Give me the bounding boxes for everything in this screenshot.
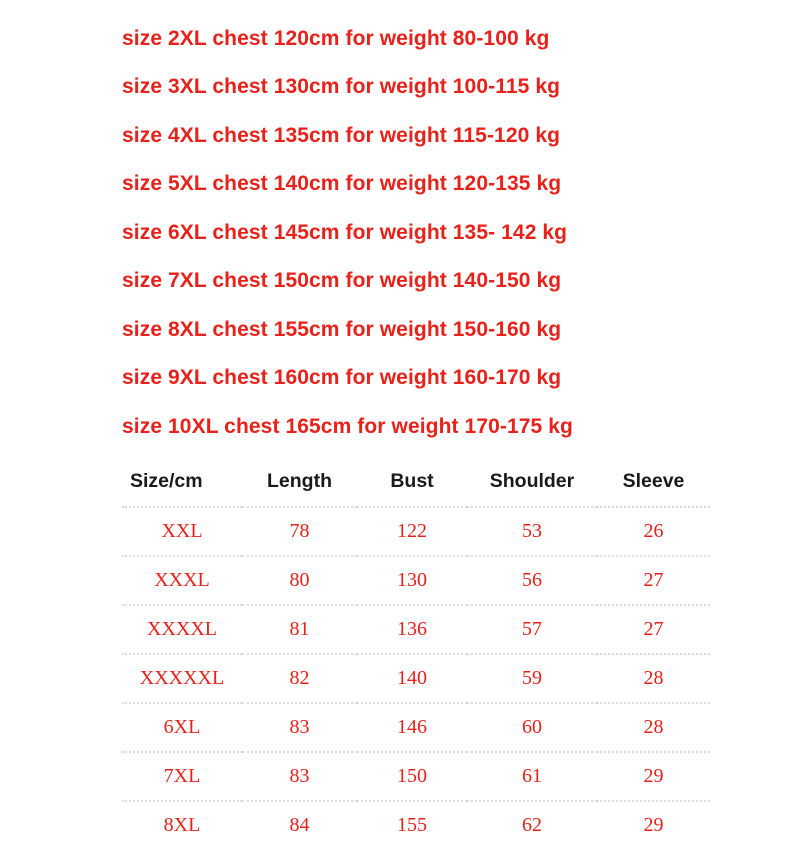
table-row [122, 654, 710, 703]
size-description-line: size 3XL chest 130cm for weight 100-115 kg [122, 75, 561, 99]
table-cell-size: XXXXL [122, 605, 242, 654]
size-description-line: size 2XL chest 120cm for weight 80-100 kg [122, 26, 550, 50]
table-cell-bust: 150 [357, 752, 467, 801]
table-cell-sleeve: 28 [597, 654, 710, 703]
table-cell-length: 81 [242, 605, 357, 654]
size-description-line: size 7XL chest 150cm for weight 140-150 kg [122, 269, 562, 293]
table-cell-size: XXXXXL [122, 654, 242, 703]
table-cell-length: 80 [242, 556, 357, 605]
table-header-cell: Length [242, 457, 357, 507]
table-cell-length: 84 [289, 813, 310, 836]
table-header-cell: Shoulder [467, 457, 597, 507]
table-cell-shoulder: 53 [467, 507, 597, 556]
table-cell-bust: 122 [357, 507, 467, 556]
table-cell-shoulder: 61 [467, 752, 597, 801]
table-body [122, 507, 710, 849]
table-row [122, 507, 710, 556]
table-cell-sleeve: 29 [643, 813, 664, 836]
table-cell-bust: 130 [357, 556, 467, 605]
table-cell-size: 8XL [163, 813, 201, 836]
measurements-table [122, 457, 710, 849]
table-cell-bust: 140 [357, 654, 467, 703]
table-cell-bust: 146 [357, 703, 467, 752]
table-cell-sleeve: 26 [597, 507, 710, 556]
table-header [122, 457, 710, 507]
table-cell-size: XXL [122, 507, 242, 556]
table-header-cell: Size/cm [122, 457, 242, 507]
table-cell-length: 82 [242, 654, 357, 703]
size-description-line: size 5XL chest 140cm for weight 120-135 kg [122, 172, 562, 196]
table-cell-size: XXXL [122, 556, 242, 605]
table-header-cell: Sleeve [597, 457, 710, 507]
table-cell-shoulder: 57 [467, 605, 597, 654]
table-cell-sleeve: 29 [597, 752, 710, 801]
table-cell-shoulder: 60 [467, 703, 597, 752]
size-description-line: size 4XL chest 135cm for weight 115-120 kg [122, 123, 561, 147]
table-header-cell: Bust [357, 457, 467, 507]
size-description-line: size 6XL chest 145cm for weight 135- 142 kg [122, 220, 568, 244]
table-row [122, 752, 710, 801]
table-cell-length: 78 [242, 507, 357, 556]
table-cell-length: 83 [242, 752, 357, 801]
table-cell-shoulder: 62 [522, 813, 542, 836]
table-cell-sleeve: 27 [597, 556, 710, 605]
table-cell-size: 7XL [122, 752, 242, 801]
table-cell-sleeve: 27 [597, 605, 710, 654]
size-description-line: size 10XL chest 165cm for weight 170-175 kg [122, 414, 573, 438]
table-cell-bust: 136 [357, 605, 467, 654]
table-row [122, 556, 710, 605]
table-row [122, 703, 710, 752]
table-row [122, 801, 710, 849]
table-header-row [122, 457, 710, 507]
table-cell-size: 6XL [122, 703, 242, 752]
table-cell-length: 83 [242, 703, 357, 752]
table-cell-shoulder: 59 [467, 654, 597, 703]
size-description-line: size 9XL chest 160cm for weight 160-170 kg [122, 366, 562, 390]
table-row [122, 605, 710, 654]
table-cell-shoulder: 56 [467, 556, 597, 605]
table-cell-sleeve: 28 [597, 703, 710, 752]
measurements-table-wrapper [122, 457, 710, 849]
size-description-line: size 8XL chest 155cm for weight 150-160 kg [122, 317, 562, 341]
table-cell-bust: 155 [397, 813, 427, 836]
